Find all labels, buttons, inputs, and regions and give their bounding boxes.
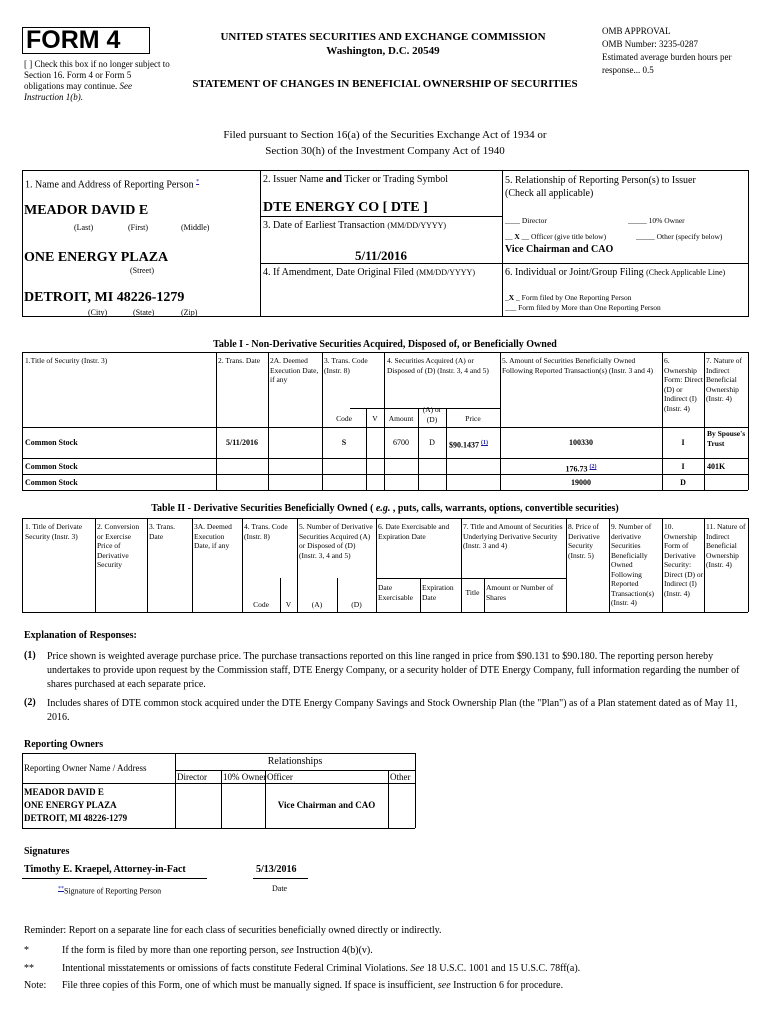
filed-pursuant-1: Filed pursuant to Section 16(a) of the Securities Exchange Act of 1934 or — [223, 129, 547, 141]
label-middle: (Middle) — [181, 223, 210, 232]
t2-h-date-exercisable: Date Exercisable — [378, 583, 413, 602]
footnote-link-1[interactable]: (1) — [481, 440, 488, 446]
label-street: (Street) — [130, 266, 154, 275]
omb-burden: Estimated average burden hours per response... 0.5 — [602, 52, 732, 75]
footnote-2-text: Includes shares of DTE common stock acquired under the DTE Energy Company Savings and Stock Ownership Plan (the "Plan") as of a Plan statement dated as of May 11, 2016. — [47, 698, 738, 723]
t2-h-a: (A) — [311, 600, 323, 609]
t1-h-v: V — [372, 414, 378, 423]
explanation-heading: Explanation of Responses: — [24, 630, 137, 641]
owners-director: Director — [177, 772, 207, 782]
t1-h4: 4. Securities Acquired (A) or Disposed of (D) (Instr. 3, 4 and 5) — [387, 356, 489, 375]
note-3-mark: Note: — [24, 980, 47, 991]
t2-h-amount: Amount or Number of Shares — [486, 583, 554, 602]
footnote-1-text: Price shown is weighted average purchase price. The purchase transactions reported on this line ranged in price from $90.131 to $90.180. The reporting person hereby undertakes to provide upon request by the Commission staff, DTE Energy Company, or a security holder of DTE Energy Company, full information regarding the number of shares purchased at each separate price. — [47, 651, 740, 690]
owners-officer: Officer — [267, 772, 293, 782]
t2-h8: 8. Price of Derivative Security (Instr. 5) — [568, 522, 600, 560]
label-state: (State) — [133, 308, 155, 317]
other-checkbox[interactable]: _____ Other (specify below) — [636, 232, 723, 241]
box1-footnote-link[interactable]: * — [196, 179, 200, 185]
one-person-checkbox[interactable]: _X _ Form filed by One Reporting Person — [505, 293, 632, 302]
filed-pursuant-2: Section 30(h) of the Investment Company Act of 1940 — [265, 145, 505, 157]
reporting-owners-heading: Reporting Owners — [24, 739, 104, 750]
t2-h6: 6. Date Exercisable and Expiration Date — [378, 522, 450, 541]
officer-checkbox[interactable]: __ X __ Officer (give title below) — [505, 232, 607, 241]
officer-title: Vice Chairman and CAO — [505, 244, 614, 255]
note-1-mark: * — [24, 945, 29, 956]
t2-h-d: (D) — [351, 600, 362, 609]
t2-h3a: 3A. Deemed Execution Date, if any — [194, 522, 232, 550]
box4-label: 4. If Amendment, Date Original Filed (MM/DD/YYYY) — [263, 267, 475, 278]
label-city: (City) — [88, 308, 108, 317]
date-label: Date — [272, 884, 288, 893]
reporting-person-city: DETROIT, MI 48226-1279 — [24, 290, 185, 305]
footnote-1-num: (1) — [24, 650, 36, 661]
earliest-transaction-date: 5/11/2016 — [355, 248, 408, 263]
t1-h-price: Price — [465, 414, 481, 423]
box6-label: 6. Individual or Joint/Group Filing (Check Applicable Line) — [505, 267, 726, 278]
t2-h-title: Title — [465, 588, 480, 597]
t1-h3: 3. Trans. Code (Instr. 8) — [324, 356, 368, 375]
table2-title: Table II - Derivative Securities Beneficially Owned ( e.g. , puts, calls, warrants, options, convertible securities) — [151, 503, 619, 514]
reporting-person-street: ONE ENERGY PLAZA — [24, 250, 169, 265]
footnote-link-2[interactable]: (2) — [589, 464, 597, 470]
see-instruction: See Instruction 1(b). — [24, 81, 132, 102]
t2-h2: 2. Conversion or Exercise Price of Derivative Security — [97, 522, 140, 569]
footnote-2-num: (2) — [24, 697, 36, 708]
t2-h11: 11. Nature of Indirect Beneficial Ownership (Instr. 4) — [706, 522, 746, 569]
box2-label: 2. Issuer Name and Ticker or Trading Symbol — [263, 174, 449, 185]
t1-h-amount: Amount — [388, 414, 414, 423]
label-first: (First) — [128, 223, 148, 232]
omb-box — [602, 25, 762, 77]
t1-h2: 2. Trans. Date — [218, 356, 261, 365]
t2-h3: 3. Trans. Date — [149, 522, 176, 541]
t1-h-code: Code — [336, 414, 352, 423]
box5-label: 5. Relationship of Reporting Person(s) to Issuer (Check all applicable) — [505, 175, 696, 199]
owners-col-name: Reporting Owner Name / Address — [24, 763, 147, 773]
note-2-text: Intentional misstatements or omissions of facts constitute Federal Criminal Violations. See 18 U.S.C. 1001 and 15 U.S.C. 78ff(a). — [62, 963, 581, 974]
t2-h-v: V — [285, 600, 292, 609]
signature-name: Timothy E. Kraepel, Attorney-in-Fact — [24, 864, 186, 875]
reporting-person-name: MEADOR DAVID E — [24, 203, 149, 218]
t1-h7: 7. Nature of Indirect Beneficial Ownership (Instr. 4) — [706, 356, 743, 403]
t2-h-code: Code — [253, 600, 269, 609]
note-1-text: If the form is filed by more than one reporting person, see Instruction 4(b)(v). — [62, 945, 373, 956]
note-3-text: File three copies of this Form, one of which must be manually signed. If space is insufficient, see Instruction 6 for procedure. — [62, 980, 564, 991]
t1-h1: 1.Title of Security (Instr. 3) — [25, 356, 108, 365]
issuer-name: DTE ENERGY CO [ DTE ] — [263, 200, 428, 215]
t2-h7: 7. Title and Amount of Securities Underlying Derivative Security (Instr. 3 and 4) — [463, 522, 563, 550]
t1-h2a: 2A. Deemed Execution Date, if any — [270, 356, 319, 384]
more-persons-checkbox[interactable]: ___ Form filed by More than One Reporting Person — [505, 303, 661, 312]
omb-approval: OMB APPROVAL — [602, 26, 671, 36]
t1-h5: 5. Amount of Securities Beneficially Owned Following Reported Transaction(s) (Instr. 3 and 4) — [502, 356, 654, 375]
signature-label: **Signature of Reporting Person — [58, 886, 162, 896]
box3-label: 3. Date of Earliest Transaction (MM/DD/YYYY) — [263, 220, 447, 231]
form-title: FORM 4 — [26, 26, 121, 54]
t2-h-expiration: Expiration Date — [422, 583, 454, 602]
owner-officer-value: Vice Chairman and CAO — [277, 800, 376, 810]
owners-relationships: Relationships — [267, 756, 323, 767]
signature-footnote-link[interactable]: ** — [58, 886, 64, 892]
owners-ten: 10% Owner — [223, 772, 267, 782]
t2-h9: 9. Number of derivative Securities Beneficially Owned Following Reported Transaction(s) (Instr. 4) — [611, 522, 655, 607]
owners-other: Other — [390, 772, 411, 782]
agency-name: UNITED STATES SECURITIES AND EXCHANGE COMMISSION — [220, 31, 546, 43]
agency-city: Washington, D.C. 20549 — [326, 45, 440, 57]
note-2-mark: ** — [24, 963, 34, 974]
box1-label: 1. Name and Address of Reporting Person * — [25, 179, 200, 191]
omb-number: OMB Number: 3235-0287 — [602, 39, 698, 49]
reminder-text: Reminder: Report on a separate line for each class of securities beneficially owned directly or indirectly. — [24, 925, 442, 936]
t2-h5: 5. Number of Derivative Securities Acquired (A) or Disposed of (D) (Instr. 3, 4 and 5) — [299, 522, 373, 560]
signatures-heading: Signatures — [24, 846, 70, 857]
t2-h4: 4. Trans. Code (Instr. 8) — [244, 522, 288, 541]
t2-h1: 1. Title of Derivate Security (Instr. 3) — [25, 522, 83, 541]
checkbox-label: [ ] Check this box if no longer subject to Section 16. Form 4 or Form 5 obligations may continue. — [24, 59, 170, 91]
ten-owner-checkbox[interactable]: _____ 10% Owner — [628, 216, 685, 225]
statement-title: STATEMENT OF CHANGES IN BENEFICIAL OWNERSHIP OF SECURITIES — [192, 78, 578, 90]
section16-checkbox-text[interactable] — [24, 59, 172, 103]
signature-date: 5/13/2016 — [256, 864, 297, 875]
director-checkbox[interactable]: ____ Director — [505, 216, 547, 225]
t1-h6: 6. Ownership Form: Direct (D) or Indirect (I) (Instr. 4) — [664, 356, 703, 413]
table1-title: Table I - Non-Derivative Securities Acquired, Disposed of, or Beneficially Owned — [213, 339, 557, 350]
owner-address: MEADOR DAVID E ONE ENERGY PLAZA DETROIT, MI 48226-1279 — [24, 787, 128, 823]
label-last: (Last) — [74, 223, 94, 232]
label-zip: (Zip) — [181, 308, 198, 317]
t2-h10: 10. Ownership Form of Derivative Security: Direct (D) or Indirect (I) (Instr. 4) — [664, 522, 704, 598]
t1-h-aord: (A) or (D) — [422, 405, 442, 424]
